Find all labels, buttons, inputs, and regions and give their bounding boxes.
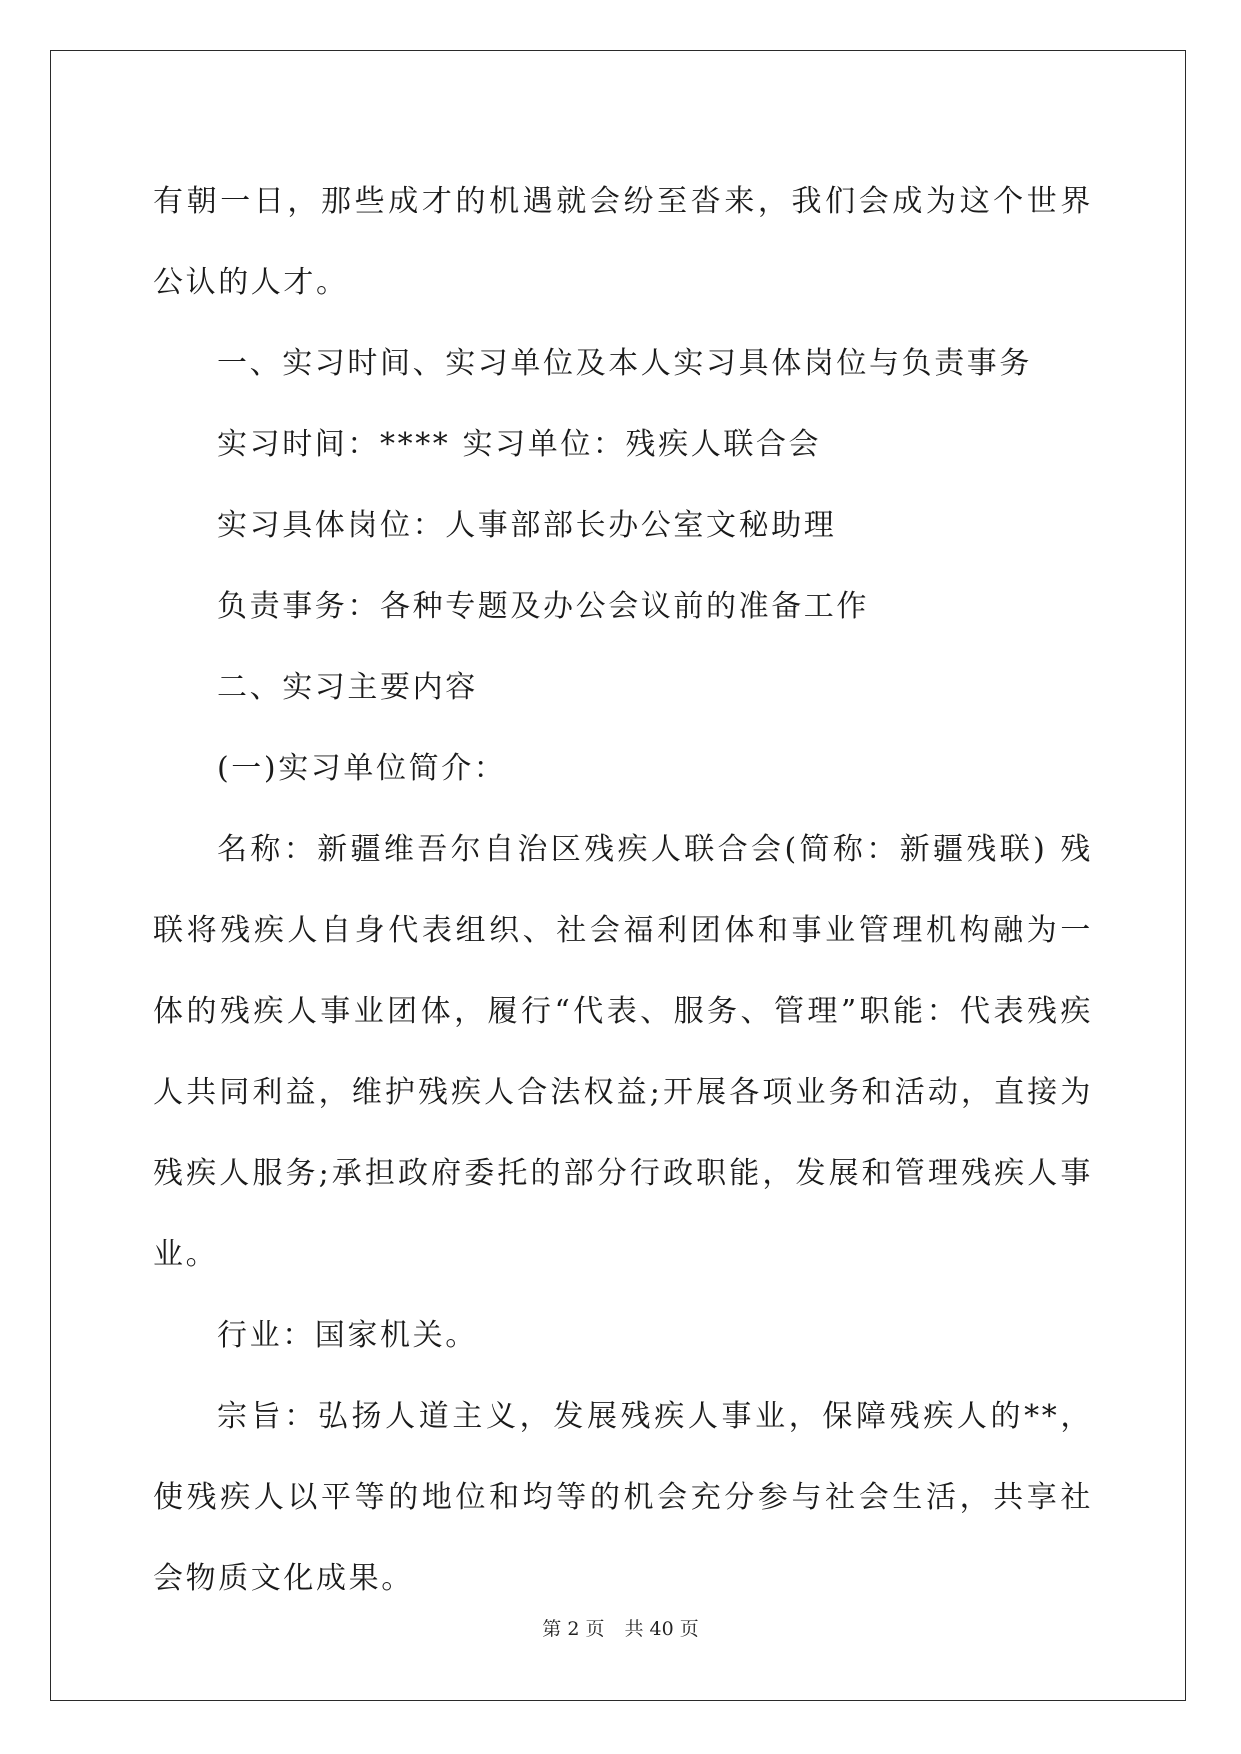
page-number: 第 2 页 [542, 1618, 605, 1640]
paragraph: 实习时间：**** 实习单位：残疾人联合会 [217, 427, 822, 462]
paragraph: 有朝一日，那些成才的机遇就会纷至沓来，我们会成为这个世界公认的人才。 [153, 184, 1093, 300]
paragraph: 行业：国家机关。 [217, 1318, 478, 1353]
paragraph: 宗旨：弘扬人道主义，发展残疾人事业，保障残疾人的**，使残疾人以平等的地位和均等的机会充分参与社会生活，共享社会物质文化成果。 [153, 1399, 1093, 1596]
page-total: 共 40 页 [624, 1618, 699, 1640]
section-heading: 二、实习主要内容 [217, 670, 478, 705]
subsection-heading: (一)实习单位简介： [217, 751, 507, 786]
paragraph: 实习具体岗位：人事部部长办公室文秘助理 [217, 508, 837, 543]
paragraph: 负责事务：各种专题及办公会议前的准备工作 [217, 589, 869, 624]
document-body [153, 161, 1093, 1619]
section-heading: 一、实习时间、实习单位及本人实习具体岗位与负责事务 [217, 346, 1032, 381]
paragraph: 名称：新疆维吾尔自治区残疾人联合会(简称：新疆残联) 残联将残疾人自身代表组织、社会福利团体和事业管理机构融为一体的残疾人事业团体，履行“代表、服务、管理”职能：代表残疾人共同利益，维护残疾人合法权益;开展各项业务和活动，直接为残疾人服务;承担政府委托的部分行政职能，发展和管理残疾人事业。 [153, 832, 1093, 1272]
page-footer [0, 1617, 1241, 1641]
